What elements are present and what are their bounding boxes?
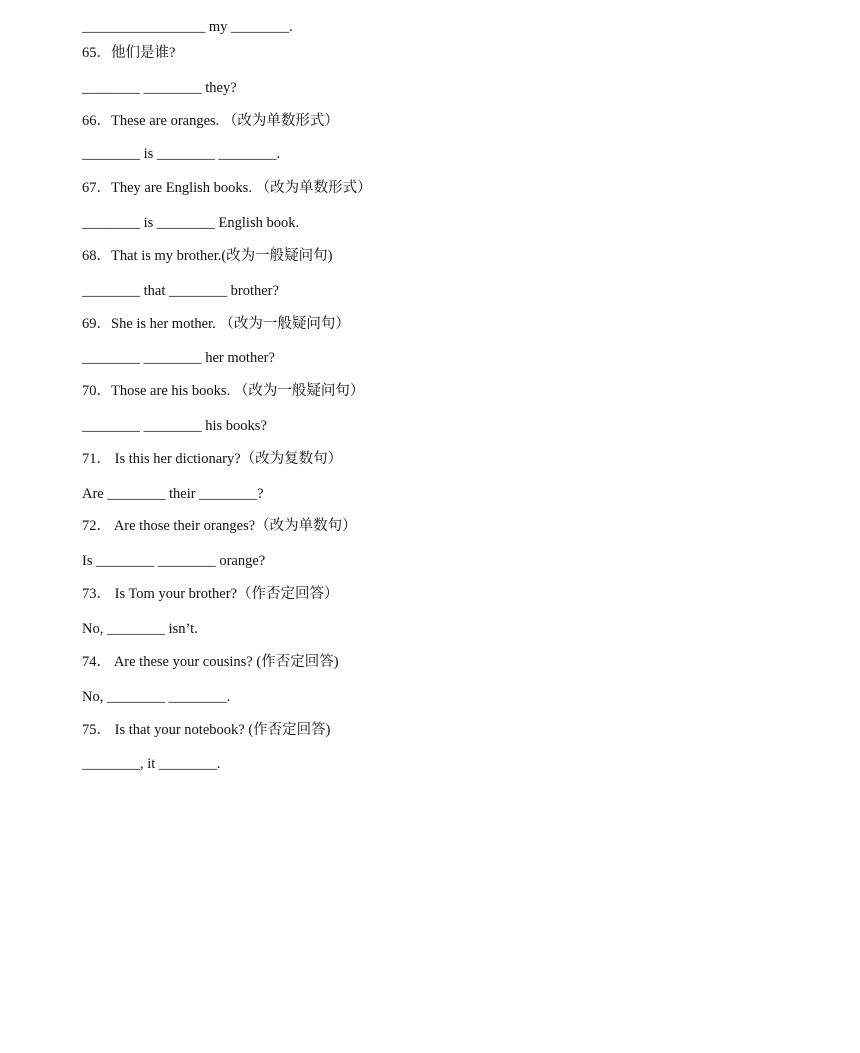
answer-line: ________ that ________ brother? <box>82 283 279 299</box>
answer-line: Is ________ ________ orange? <box>82 553 266 569</box>
question-67: 67．They are English books. （改为单数形式） <box>82 180 372 196</box>
question-72: 72． Are those their oranges?（改为单数句） <box>82 518 357 534</box>
answer-line: No, ________ isn’t. <box>82 621 198 637</box>
question-69: 69．She is her mother. （改为一般疑问句） <box>82 316 350 332</box>
answer-line: Are ________ their ________? <box>82 486 264 502</box>
question-71: 71． Is this her dictionary?（改为复数句） <box>82 451 343 467</box>
question-68: 68．That is my brother.(改为一般疑问句) <box>82 248 333 264</box>
answer-line: ________, it ________. <box>82 756 221 772</box>
question-73: 73． Is Tom your brother?（作否定回答） <box>82 586 339 602</box>
answer-line: ________ ________ they? <box>82 80 237 96</box>
question-74: 74． Are these your cousins? (作否定回答) <box>82 654 339 670</box>
question-65: 65．他们是谁? <box>82 45 176 61</box>
question-70: 70．Those are his books. （改为一般疑问句） <box>82 383 365 399</box>
answer-line: No, ________ ________. <box>82 689 231 705</box>
question-66: 66．These are oranges. （改为单数形式） <box>82 113 339 129</box>
answer-line: ________ is ________ English book. <box>82 215 300 231</box>
answer-line: ________ ________ his books? <box>82 418 267 434</box>
answer-line: _________________ my ________. <box>82 19 293 35</box>
question-75: 75． Is that your notebook? (作否定回答) <box>82 722 331 738</box>
answer-line: ________ is ________ ________. <box>82 146 281 162</box>
answer-line: ________ ________ her mother? <box>82 350 275 366</box>
